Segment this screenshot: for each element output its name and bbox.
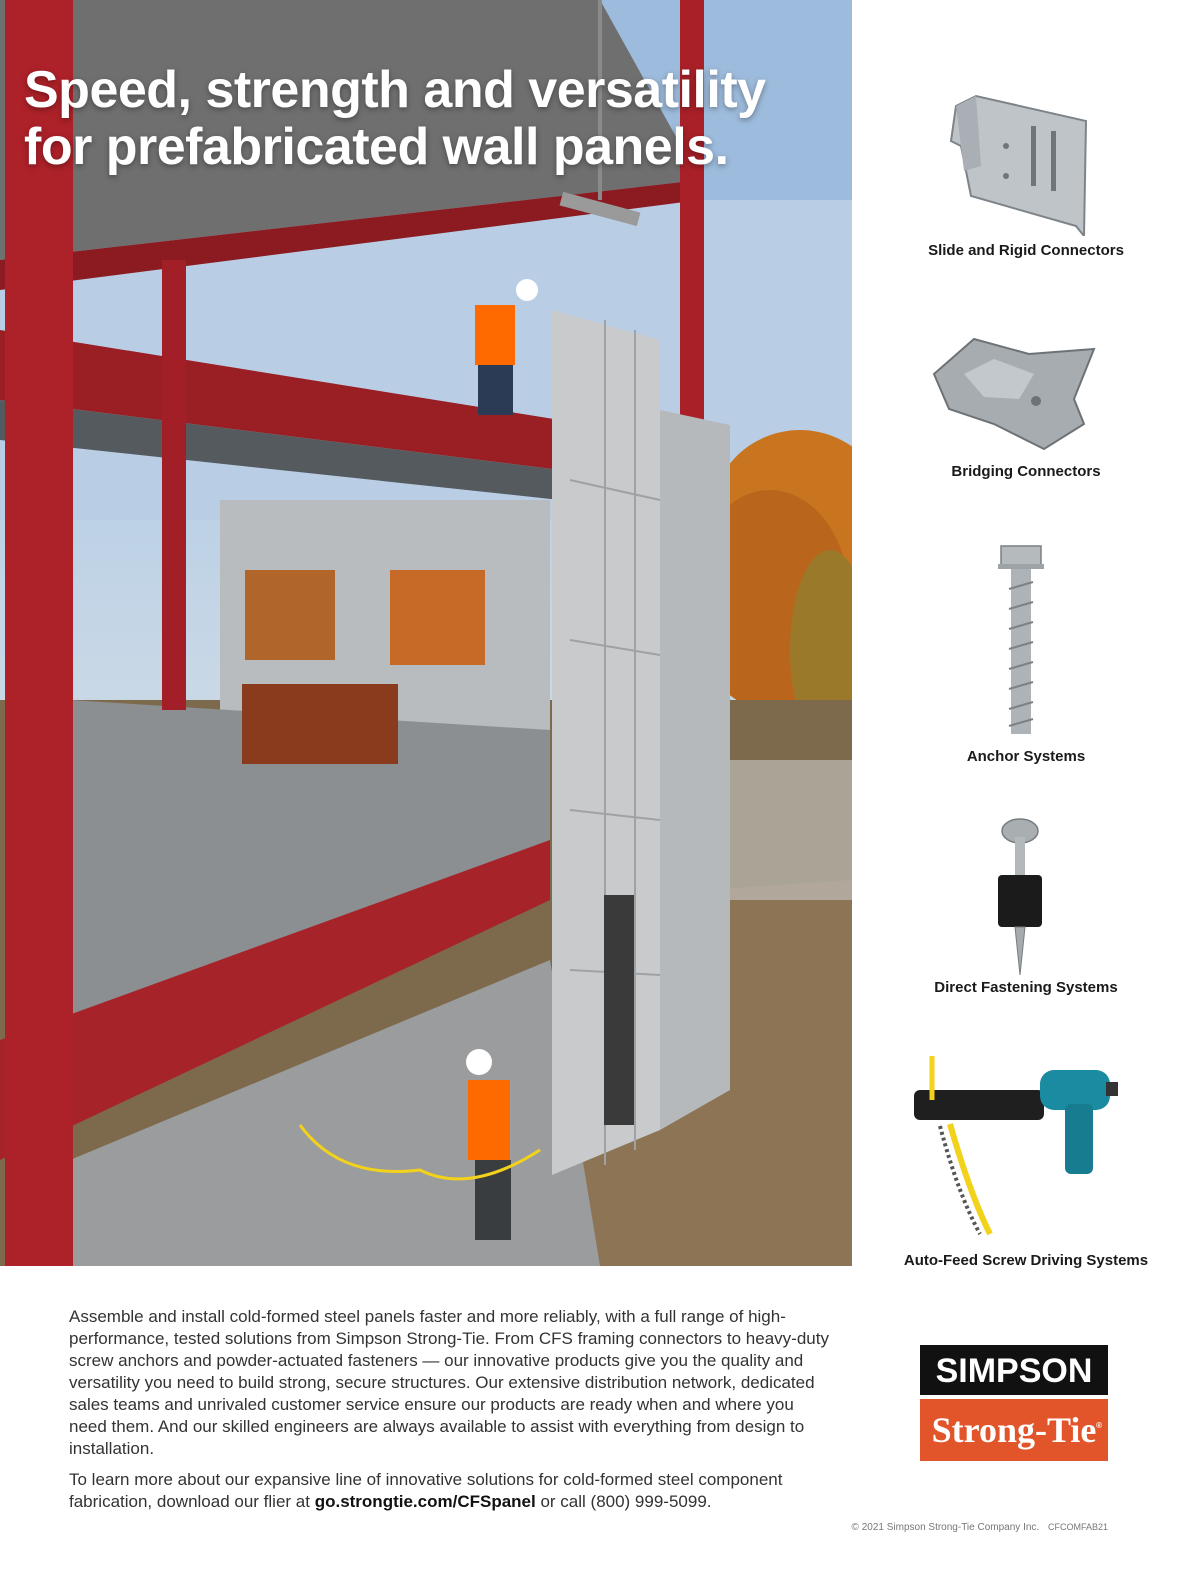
product-item-screw-driving [852,1050,1200,1275]
document-code: CFCOMFAB21 [1047,1522,1108,1532]
headline-line-1: Speed, strength and versatility [24,61,766,119]
product-caption: Slide and Rigid Connectors [928,242,1124,259]
headline-line-2: for prefabricated wall panels. [24,118,729,176]
product-item-anchor-systems [852,540,1200,770]
footer [600,1522,1108,1533]
product-item-slide-connectors [852,80,1200,270]
slide-connector-icon [936,86,1096,236]
cta-text: To learn more about our expansive line of innovative solutions for cold-formed steel component fabrication, download our flier at [69,1470,783,1511]
strong-tie-logo-bottom [920,1399,1108,1461]
product-caption: Anchor Systems [966,748,1086,765]
cta-phone-text: or call (800) 999-5099. [535,1492,712,1511]
headline [24,62,766,176]
body-paragraph: Assemble and install cold-formed steel panels faster and more reliably, with a full range of high-performance, tested solutions from Simpson Strong-Tie. From CFS framing connectors to heavy-duty screw anchors and powder-actuated fasteners — our innovative products give you the quality and versatility you need to build strong, secure structures. Our extensive distribution network, dedicated sales teams and unrivaled customer service ensure our products are ready when and where you need them. And our skilled engineers are always available to assist with everything from design to installation. [69,1307,829,1458]
logo-wordmark: Strong-Tie [931,1410,1097,1450]
screw-anchor-icon [996,544,1046,744]
product-item-direct-fastening [852,815,1200,1000]
product-caption: Bridging Connectors [951,463,1101,480]
screw-gun-icon [910,1054,1130,1239]
call-to-action [69,1469,829,1513]
simpson-logo-top: SIMPSON [920,1345,1108,1395]
product-list [852,0,1200,1280]
pin-fastener-icon [990,817,1050,977]
product-caption: Direct Fastening Systems [934,979,1118,996]
product-item-bridging-connectors [852,325,1200,490]
product-caption: Auto-Feed Screw Driving Systems [903,1252,1149,1269]
flier-link[interactable]: go.strongtie.com/CFSpanel [314,1492,536,1511]
copyright-text: © 2021 Simpson Strong-Tie Company Inc. [851,1522,1040,1533]
registered-mark: ® [1096,1421,1102,1430]
bridging-connector-icon [924,329,1104,454]
